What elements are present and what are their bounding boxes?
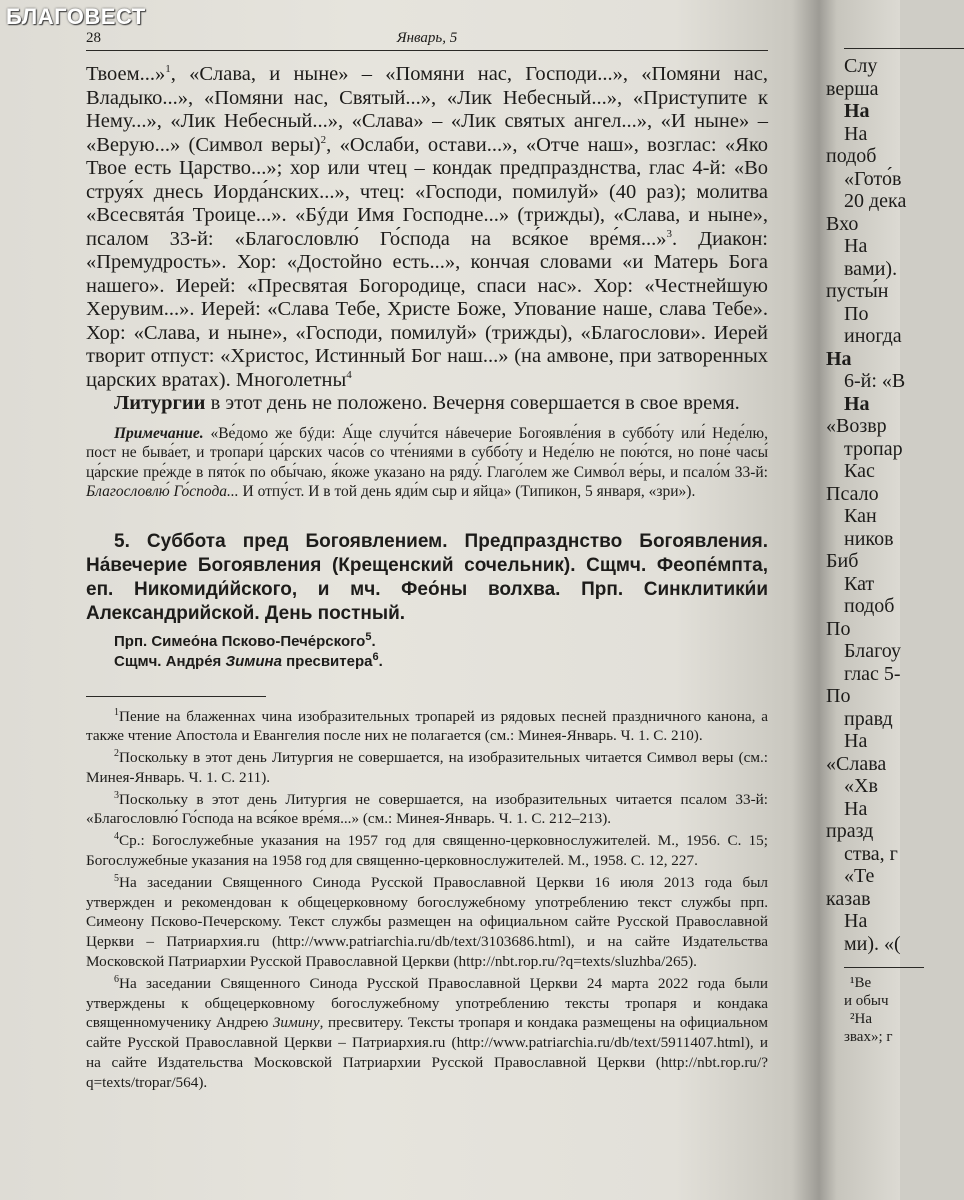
right-page-line: Благоу (844, 640, 902, 662)
right-page-footnote-line: ¹Ве (850, 975, 872, 991)
right-page-line: Кас (844, 460, 875, 482)
right-page-line: празд (826, 820, 874, 842)
watermark-logo: БЛАГОВЕСТ (6, 4, 146, 29)
right-page-line: глас 5- (844, 662, 901, 685)
day-heading: 5. Суббота пред Богоявлением. Предпразднство Богоявления. На́вечерие Богоявления (Крещенский сочельник). Сщмч. Феопе́мпта, еп. Никомиди́йского, и мч. Фео́ны волхва. Прп. Синклитики́и Александрийской. День постный. (86, 530, 768, 624)
right-footnote-divider (844, 967, 924, 968)
right-header-rule (844, 48, 964, 49)
right-page-line: Псало (826, 482, 879, 505)
right-page-line: На (844, 910, 868, 932)
footnote: $^3$Поскольку в этот день Литургия не совершается, на изобразительных читается псалом 33-й: «Благословлю́ Го́спода на вся́кое вре́мя...» (см.: Минея-Январь. Ч. 1. С. 212–213). (86, 789, 768, 828)
right-page-line: На (844, 235, 868, 257)
footnote-ref-3: 3 (666, 227, 673, 240)
saint-line: Сщмч. Андре́я Зимина пресвитера$^6$. (114, 650, 383, 670)
right-page-line: 20 дека (844, 190, 907, 212)
running-title: Январь, 5 (396, 30, 458, 46)
right-page-fragment (800, 30, 910, 1190)
footnote-divider (86, 696, 266, 697)
right-page-line: На (844, 122, 868, 145)
right-page-line: ми). «( (844, 932, 901, 955)
saint-line: Прп. Симео́на Псково-Пече́рского$^5$. (114, 630, 376, 650)
right-page-line: По (844, 302, 869, 325)
right-page-line: На (844, 100, 870, 122)
footnote-ref-1: 1 (165, 63, 171, 76)
typikon-note: Примечание. «Ве́домо же бýди: А́ще случи́тся нáвечерие Богоявле́ния в суббо́ту или́ Неде́лю, пост не быва́ет, и тропари́ ца́рских часо́в со чте́ниями в суббо́ту и Неде́лю не пою́тся, но поне́ часы́ ца́рские пре́жде в пято́к по обы́чаю, я́коже указано на ряду́. Глаго́лем же Симво́л ве́ры, и псало́м 33-й: Благословлю́ Го́спода... И отпу́ст. И в той день яди́м сыр и яйца» (Типикон, 5 января, «зри»). (86, 424, 768, 500)
right-page-line: пусты́н (826, 280, 889, 302)
right-page-footnote-line: звах»; г (844, 1029, 893, 1045)
right-page-line: «Возвр (826, 415, 887, 437)
footnote: $^6$На заседании Священного Синода Русской Православной Церкви 24 марта 2022 года были утверждены к общецерковному богослужебному употреблению тексты тропаря и кондака священномученику Андрею Зимину, пресвитеру. Тексты тропаря и кондака размещены на официальном сайте Русской Православной Церкви – Патриархия.ru (http://www.patriarchia.ru/db/text/5911407.html), и на сайте Издательства Московской Патриархии Русской Православной Церкви (http://nbt.rop.ru/?q=texts/tropar/564). (86, 973, 768, 1091)
main-text (86, 63, 768, 416)
footnote-ref-2: 2 (320, 133, 327, 146)
footnote-ref-6: 6 (372, 650, 379, 663)
right-page-line: «Слава (826, 752, 887, 775)
right-page-line: ства, г (844, 842, 898, 865)
footnote: $^2$Поскольку в этот день Литургия не совершается, на изобразительных читается Символ веры (см.: Минея-Январь. Ч. 1. С. 211). (86, 748, 768, 786)
right-page-line: правд (844, 707, 893, 730)
right-page-line: На (844, 730, 868, 752)
right-page-line: «Хв (844, 775, 878, 797)
saints-list (86, 632, 768, 672)
right-page-line: подоб (826, 145, 877, 167)
right-page-line: вами). (844, 257, 898, 280)
right-page-line: иногда (844, 325, 902, 347)
footnote-ref-5: 5 (365, 630, 372, 643)
paragraph-liturgy: Литургии в этот день не положено. Вечерня совершается в свое время. (114, 392, 740, 414)
right-page-line: По (826, 617, 851, 640)
note-label: Примечание. (114, 424, 204, 442)
right-page-line: На (844, 392, 870, 415)
footnote: $^1$Пение на блаженнах чина изобразительных тропарей из рядовых песней праздничного канона, а также чтение Апостола и Евангелия после них не полагается (см.: Минея-Январь. Ч. 1. С. 210). (86, 706, 768, 745)
footnote: $^4$Ср.: Богослужебные указания на 1957 год для священно-церковнослужителей. М., 1956. С. 15; Богослужебные указания на 1958 год для священно-церковнослужителей. М., 1958. С. 12, 227. (86, 831, 768, 870)
right-page-line: верша (826, 77, 879, 100)
left-page (86, 30, 768, 1190)
right-page-footnotes (800, 974, 910, 1046)
right-page-line: Вхо (826, 212, 859, 235)
right-page-line: тропар (844, 437, 903, 460)
right-page-line: Кат (844, 572, 875, 595)
right-page-line: Биб (826, 550, 859, 572)
right-page-line: Кан (844, 505, 877, 527)
right-page-line: подоб (844, 595, 895, 617)
right-page-footnote-line: и обыч (844, 993, 889, 1009)
right-page-line: Слу (844, 55, 878, 77)
right-page-line: «Те (844, 865, 875, 887)
right-page-footnote-line: ²На (850, 1011, 872, 1027)
right-page-line: На (826, 347, 852, 370)
paragraph-service-order: Твоем...»$^1$, «Слава, и ныне» – «Помяни нас, Господи...», «Помяни нас, Владыко...», «Помяни нас, Святый...», «Лик Небесный...», «Приступите к Нему...», «Лик Небесный...», «Слава» – «Лик святых ангел...», «И ныне» – «Верую...» (Символ веры)$^2$, «Ослаби, остави...», «Отче наш», возглас: «Яко Твое есть Царство...»; хор или чтец – кондак предпразднства, глас 4-й: «Во струя́х днесь Иорда́нских...», чтец: «Господи, помилуй» (40 раз); молитва «Всесвятáя Троице...». «Бýди Имя Господне...» (трижды), «Слава, и ныне», псалом 33-й: «Благословлю́ Го́спода на вся́кое вре́мя...»$^3$. Диакон: «Премудрость». Хор: «Достойно есть...», кончая словами «и Матерь Бога нашего». Иерей: «Пресвятая Богородице, спаси нас». Хор: «Честнейшую Херувим...». Иерей: «Слава Тебе, Христе Боже, Упование наше, слава Тебе». Хор: «Слава, и ныне», «Господи, помилуй» (трижды), «Благослови». Иерей творит отпуст: «Христос, Истинный Бог наш...» (на амвоне, при затворенных царских вратах). Многолетны$^4$ (86, 63, 768, 391)
right-page-line: казав (826, 887, 871, 910)
page-number: 28 (86, 30, 101, 46)
right-page-line: На (844, 797, 868, 820)
right-page-line: По (826, 685, 851, 707)
right-page-line: 6-й: «В (844, 370, 906, 392)
right-page-line: ников (844, 527, 894, 550)
footnote: $^5$На заседании Священного Синода Русской Православной Церкви 16 июля 2013 года был утвержден и рекомендован к общецерковному богослужебному употреблению текст службы прп. Симеону Псково-Печерскому. Текст службы размещен на официальном сайте Русской Православной Церкви – Патриархия.ru (http://www.patriarchia.ru/db/text/3103686.html), и на сайте Издательства Московской Патриархии Русской Православной Церкви (http://nbt.rop.ru/?q=texts/sluzhba/265). (86, 872, 768, 971)
right-page-lines (800, 55, 910, 955)
right-page-line: «Гото́в (844, 167, 902, 190)
footnotes (86, 707, 768, 1093)
footnote-ref-4: 4 (346, 368, 352, 381)
running-header (86, 30, 768, 51)
